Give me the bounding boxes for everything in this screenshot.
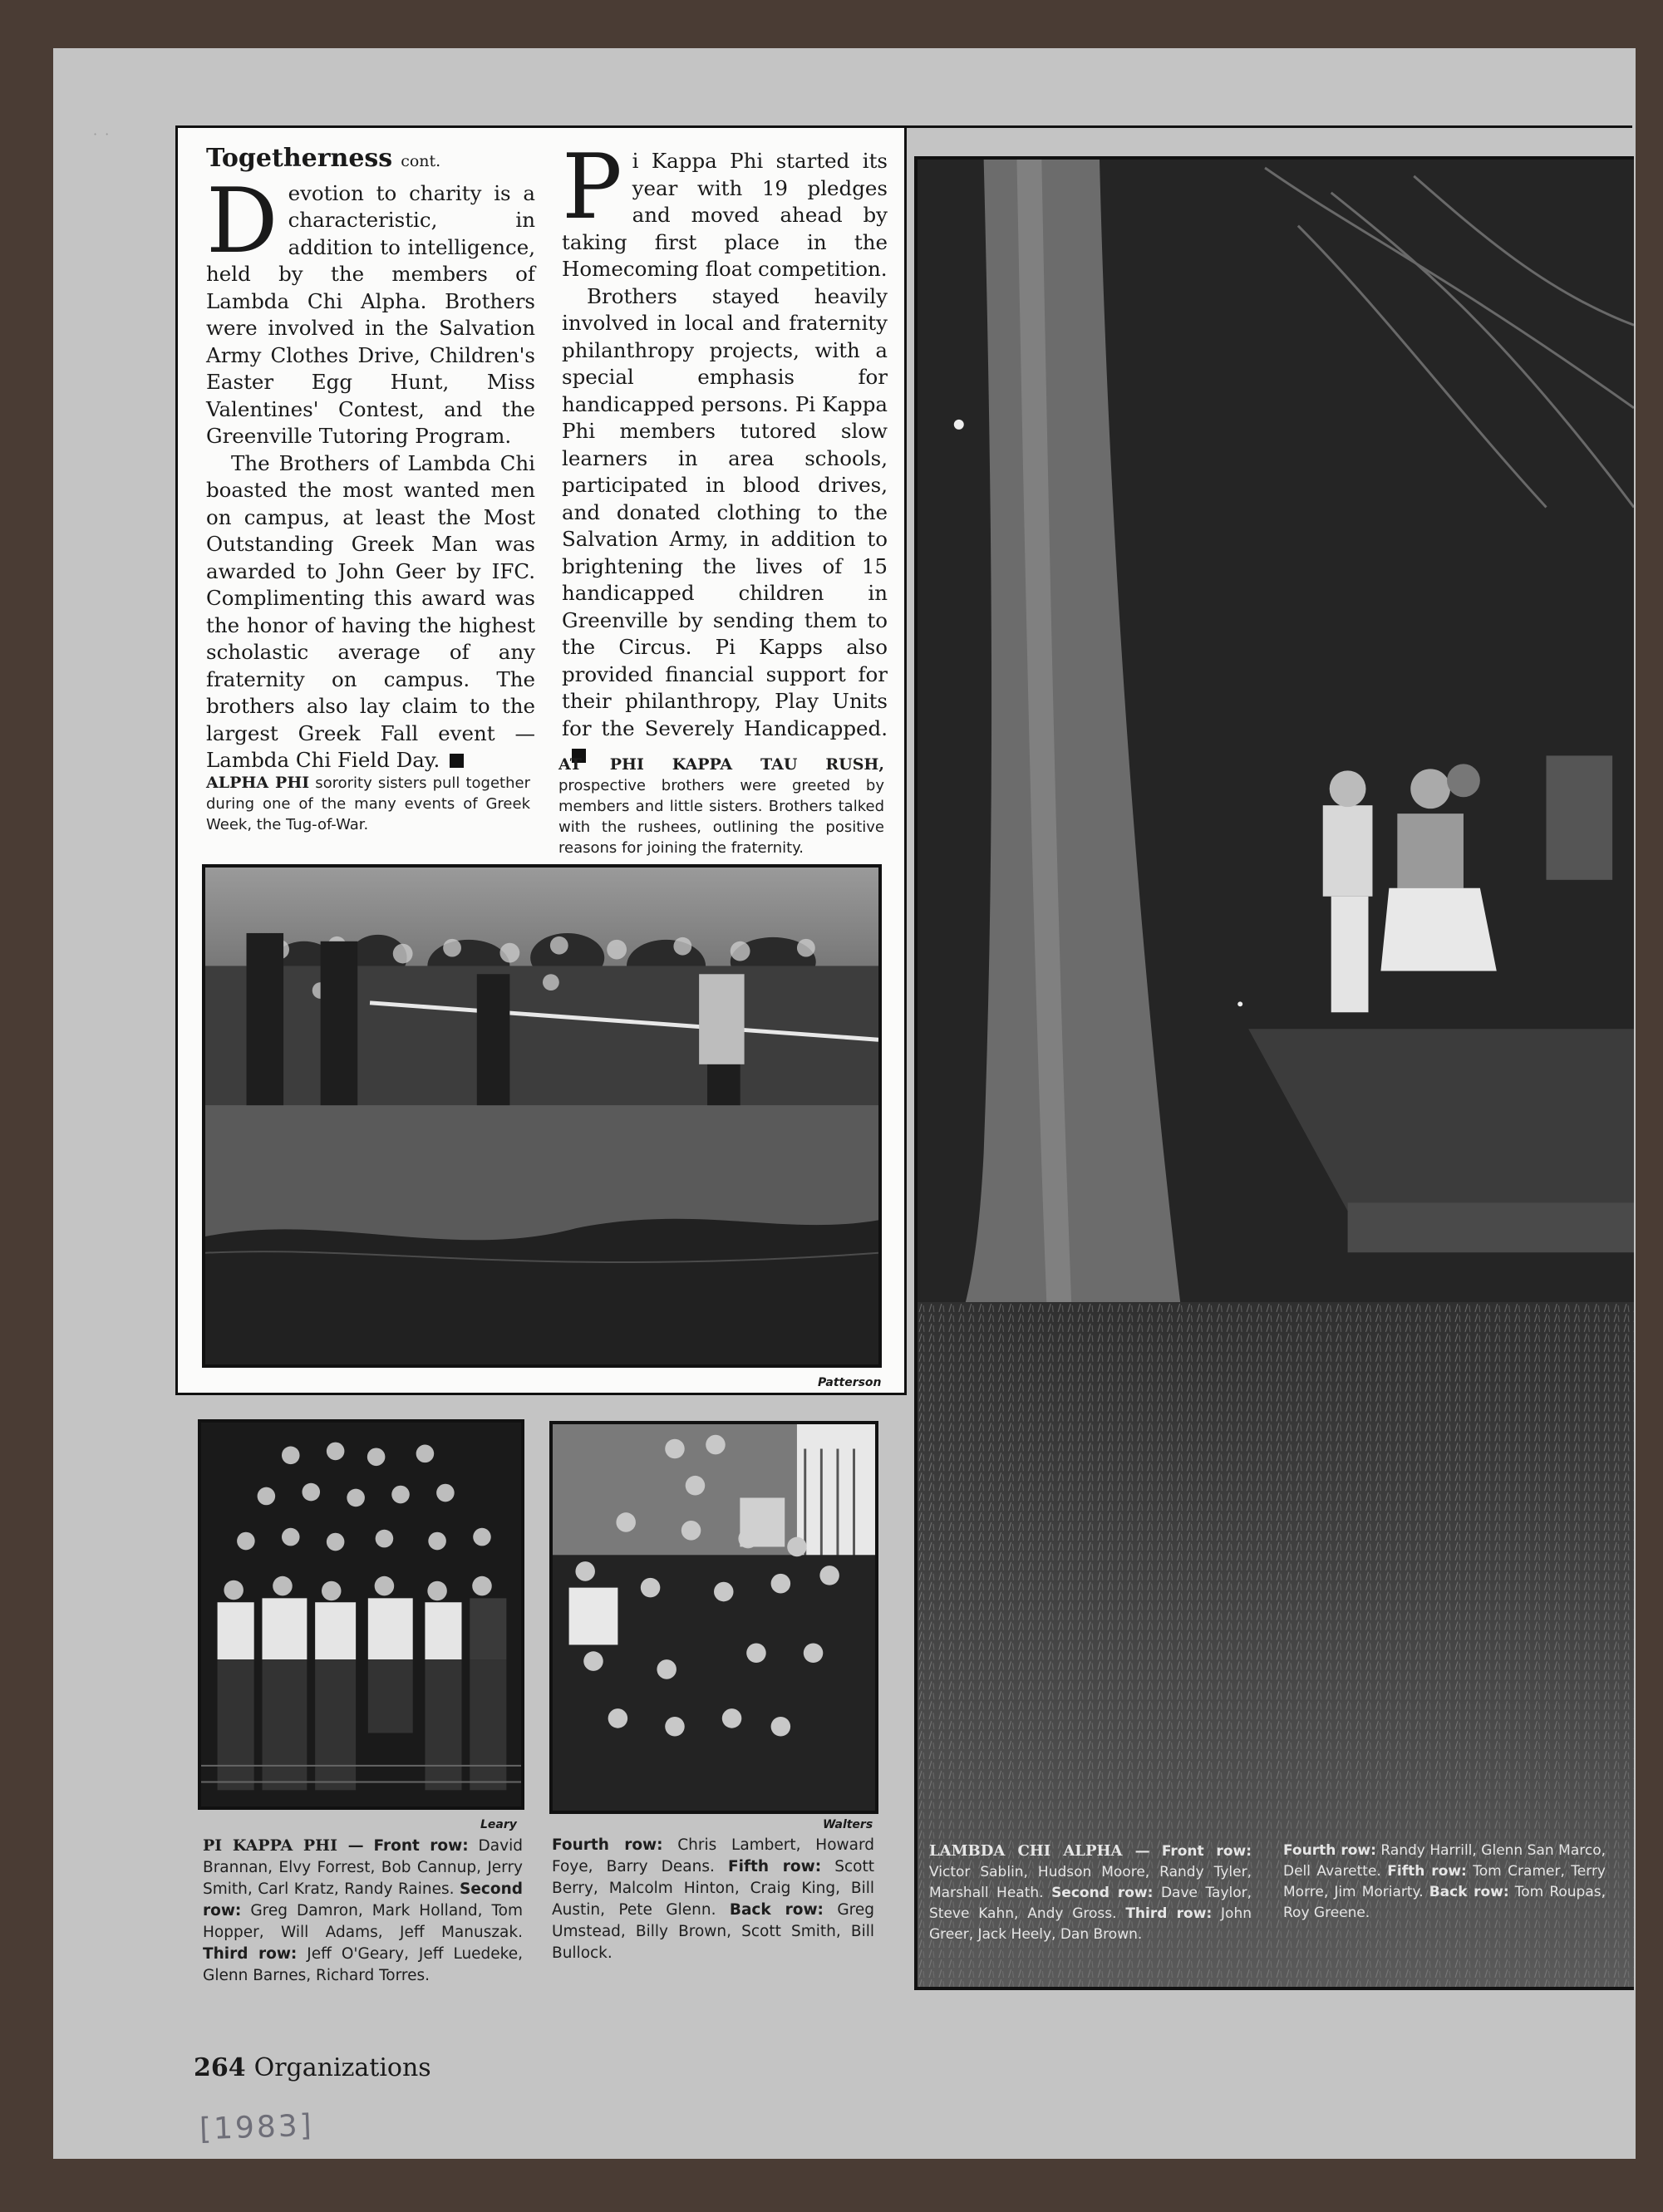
photo-credit-leary: Leary — [480, 1818, 517, 1831]
section-heading: Togetherness cont. — [206, 144, 441, 173]
dropcap-d: D — [206, 169, 278, 273]
column-2 — [562, 135, 888, 769]
photo-credit-walters: Walters — [823, 1818, 873, 1831]
lambda-chi-rows-caption: Fourth row: Chris Lambert, Howard Foye, Barry Deans. Fifth row: Scott Berry, Malcolm Hinton, Craig King, Bill Austin, Pete Glenn. Back row: Greg Umstead, Billy Brown, Scott Smith, Bill Bullock. — [552, 1836, 875, 1962]
end-mark-icon — [450, 754, 464, 768]
handwritten-year: [1983] — [199, 2108, 315, 2147]
rush-night-photo — [914, 156, 1634, 1990]
heading-cont: cont. — [401, 152, 441, 170]
col2-paragraph-1: i Kappa Phi started its year with 19 pledges and moved ahead by taking first place in the Homecoming float competition. — [562, 149, 888, 281]
pi-kappa-phi-photo — [198, 1419, 524, 1810]
binding-marks: · · — [93, 126, 111, 142]
lambda-chi-photo — [549, 1421, 878, 1814]
dropcap-p: P — [562, 135, 622, 239]
rush-caption: AT PHI KAPPA TAU RUSH, prospective brothers were greeted by members and little sisters. Brothers talked with the rushees, outlining the positive reasons for joining the fraternity. — [558, 755, 884, 857]
page-folio — [194, 2053, 431, 2082]
tug-of-war-photo — [202, 864, 882, 1368]
lambda-chi-caption-right: Fourth row: Randy Harrill, Glenn San Marco, Dell Avarette. Fifth row: Tom Cramer, Terry Morre, Jim Moriarty. Back row: Tom Roupas, Roy Greene. — [1283, 1842, 1606, 1921]
col1-paragraph-2: The Brothers of Lambda Chi boasted the most wanted men on campus, at least the Most Outstanding Greek Man was awarded to John Geer by IFC. Complimenting this award was the honor of having the highest scholastic average of any fraternity on campus. The brothers also lay claim to the largest Greek Fall event — Lambda Chi Field Day. — [206, 450, 535, 772]
alpha-phi-caption: ALPHA PHI sorority sisters pull together during one of the many events of Greek Week, the Tug-of-War. — [206, 774, 530, 833]
column-1 — [206, 145, 535, 774]
page-number: 264 — [194, 2053, 246, 2082]
photo-credit-patterson: Patterson — [818, 1376, 882, 1389]
col1-paragraph-1: evotion to charity is a characteristic, in addition to intelligence, held by the members of Lambda Chi Alpha. Brothers were involved in the Salvation Army Clothes Drive, Children's Easter Egg Hunt, Miss Valentines' Contest, and the Greenville Tutoring Program. — [206, 180, 535, 448]
lambda-chi-caption-left: LAMBDA CHI ALPHA — Front row: Victor Sablin, Hudson Moore, Randy Tyler, Marshall Heath. Second row: Dave Taylor, Steve Kahn, Andy Gross. Third row: John Greer, Jack Heely, Dan Brown. — [929, 1842, 1252, 1943]
col2-paragraph-2: Brothers stayed heavily involved in local and fraternity philanthropy projects, with a special emphasis for handicapped persons. Pi Kappa Phi members tutored slow learners in area schools, participated in blood drives, and donated clothing to the Salvation Army, in addition to brightening the lives of 15 handicapped children in Greenville by sending them to the Circus. Pi Kapps also provided financial support for their philanthropy, Play Units for the Severely Handicapped. — [562, 283, 888, 740]
top-rule — [907, 125, 1632, 128]
pi-kappa-phi-caption: PI KAPPA PHI — Front row: David Brannan, Elvy Forrest, Bob Cannup, Jerry Smith, Carl Kratz, Randy Raines. Second row: Greg Damron, Mark Holland, Tom Hopper, Will Adams, Jeff Manuszak. Third row: Jeff O'Geary, Jeff Luedeke, Glenn Barnes, Richard Torres. — [203, 1836, 523, 1984]
section-name: Organizations — [253, 2053, 431, 2082]
